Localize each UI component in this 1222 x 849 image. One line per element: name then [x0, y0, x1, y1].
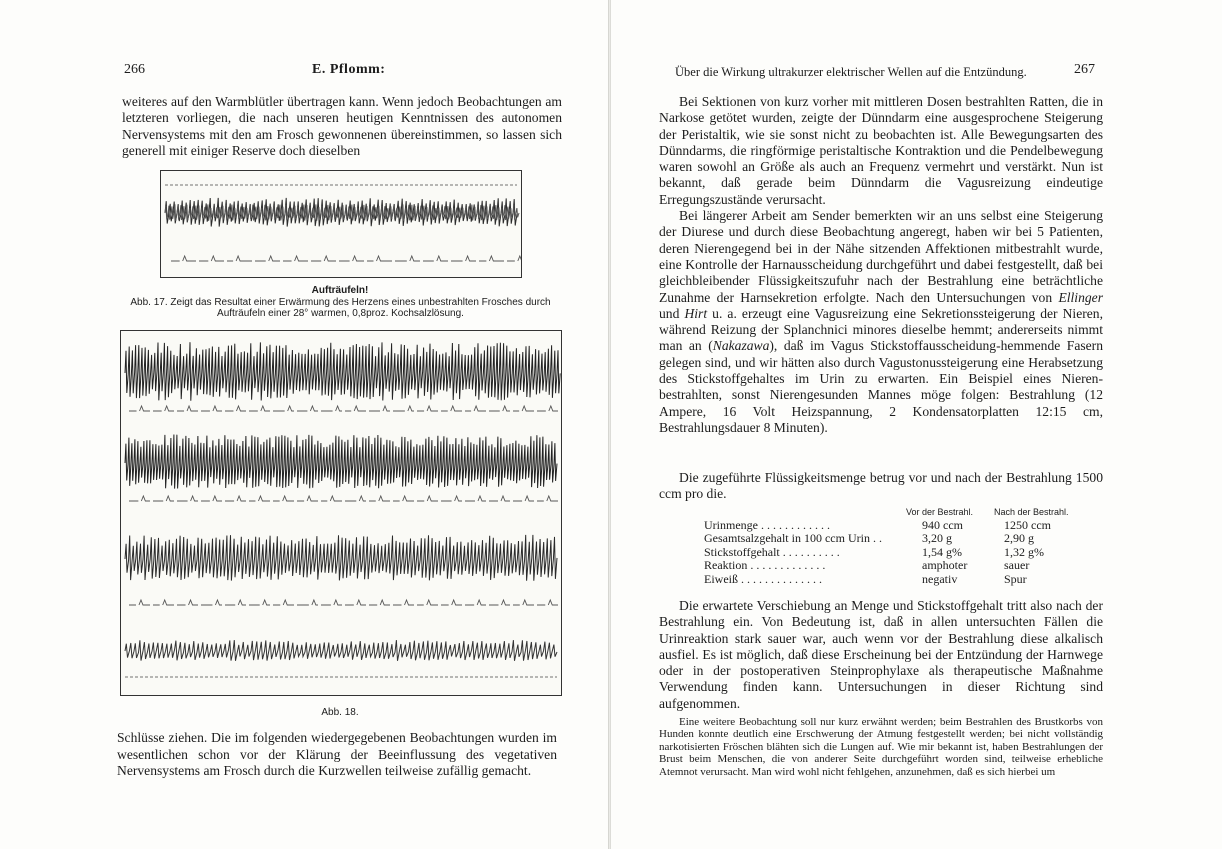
urine-analysis-table: [704, 507, 1084, 586]
author-ellinger: Ellinger: [1058, 289, 1103, 305]
row-after: Spur: [1004, 571, 1027, 586]
heartbeat-trace: [125, 640, 557, 661]
figure-18-kymograph: [120, 330, 562, 696]
row-label: Stickstoffgehalt . . . . . . . . . .: [704, 544, 840, 559]
row-label: Eiweiß . . . . . . . . . . . . . .: [704, 571, 822, 586]
author-hirt: Hirt: [684, 305, 708, 321]
table-row: [704, 559, 1084, 572]
heartbeat-trace: [125, 435, 557, 489]
table-row: [704, 546, 1084, 559]
diurese-und: und: [659, 305, 685, 321]
row-before: 940 ccm: [922, 518, 963, 532]
row-label: Gesamtsalzgehalt in 100 ccm Urin . .: [704, 531, 882, 546]
heartbeat-trace: [125, 342, 560, 401]
time-marks: [129, 600, 558, 605]
paragraph-diurese: [659, 208, 1103, 436]
row-after: 2,90 g: [1004, 531, 1034, 546]
running-title: Über die Wirkung ultrakurzer elektrischer Wellen auf die Entzündung.: [675, 65, 1027, 79]
time-marks: [129, 496, 558, 501]
diurese-text-a: Bei längerer Arbeit am Sender bemerkten wir an uns selbst eine Steigerung der Diurese und durch diese Beobachtung angeregt, haben wir bei 5 Patienten, deren Nierengegend bei in der Nähe sitzenden Affektionen mitbestrahlt wurde, eine Kontrolle der Harnausscheidung durchgeführt und dabei festgestellt, daß bei gleichbleibender Flüssigkeitszufuhr nach der Bestrahlung eine beträchtliche Zunahme der Harnsekretion erfolgte. Nach den Untersuchungen von: [659, 208, 1103, 305]
paragraph-fluessigkeit: [659, 470, 1103, 503]
heartbeat-trace: [125, 535, 557, 581]
heartbeat-trace: [165, 198, 517, 227]
left-bottom-paragraph: [117, 730, 557, 780]
left-page: [0, 0, 608, 849]
page-number-right: 267: [1074, 62, 1095, 77]
row-label: Reaktion . . . . . . . . . . . . .: [704, 558, 826, 573]
row-before: negativ: [922, 571, 958, 586]
header-before: Vor der Bestrahl.: [906, 507, 974, 517]
time-marks: [171, 256, 521, 261]
left-top-text: weiteres auf den Warmblütler übertragen kann. Wenn jedoch Beobachtungen am letzteren vorliegen, die nach unseren heutigen Kenntnissen des autonomen Nervensystems mit den am Frosch gewonnenen übereinstimmen, so lassen sich generell mit einiger Reserve doch dieselben: [122, 94, 562, 159]
author-heading: E. Pflomm:: [312, 62, 386, 77]
atmung-text: Eine weitere Beobachtung soll nur kurz erwähnt werden; beim Bestrahlen des Brustkorbs von Hunden konnte deutlich eine Erschwerung der Atmung festgestellt werden; bei nicht vollständig narkotisierten Fröschen blähten sich die Lungen auf. Wie mir bekannt ist, haben Bestrahlungen der Brust beim Menschen, die von anderer Seite durchgeführt worden sind, teilweise erhebliche Atemnot verursacht. Man wird wohl nicht fehlgehen, anzunehmen, daß es sich hierbei um: [659, 716, 1103, 778]
row-before: amphoter: [922, 558, 968, 573]
row-after: 1,32 g%: [1004, 544, 1044, 559]
diurese-text-b: u. a. erzeugt eine Vagusreizung eine Sekretionssteigerung der Nieren, während Reizung der Splanchnici minores dieselbe hemmt; andererseits nimmt man an (: [659, 305, 1103, 354]
row-label: Urinmenge . . . . . . . . . . . .: [704, 518, 830, 532]
figure-18-trace: [121, 331, 561, 695]
figure-17-kymograph: [160, 170, 522, 278]
page-number-left: 266: [124, 62, 145, 77]
left-bottom-text: Schlüsse ziehen. Die im folgenden wiedergegebenen Beobachtungen wurden im wesentlichen schon vor der Klärung der Beeinflussung des vegetativen Nervensystems am Frosch durch die Kurzwellen teilweise zufällig gemacht.: [117, 730, 557, 778]
table-row: [704, 532, 1084, 545]
figure-17-trace: [161, 171, 521, 277]
author-nakazawa: Nakazawa: [712, 338, 770, 354]
figure-18-caption: Abb. 18.: [321, 707, 359, 718]
fluessigkeit-text: Die zugeführte Flüssigkeitsmenge betrug vor und nach der Bestrahlung 1500 ccm pro die.: [659, 470, 1103, 502]
row-after: 1250 ccm: [1004, 518, 1051, 532]
diurese-text-c: ), daß im Vagus Stickstoffausscheidung-hemmende Fasern gelegen sind, und wir hätten also durch Vagustonussteigerung eine Herabsetzung des Stickstoffgehaltes im Urin zu erwarten. Ein Beispiel eines Nieren-bestrahlten, sonst Nierengesunden Mannes möge folgen: Bestrahlung (12 Ampere, 16 Volt Heizspannung, 2 Kondensatorplatten 12:15 cm, Bestrahlungsdauer 8 Minuten).: [659, 338, 1104, 435]
left-top-paragraph: [122, 94, 562, 160]
row-after: sauer: [1004, 558, 1030, 573]
paragraph-verschiebung: [659, 598, 1103, 712]
row-before: 1,54 g%: [922, 544, 962, 559]
time-marks: [129, 406, 558, 411]
table-row: [704, 573, 1084, 586]
paragraph-footnote-small: [659, 716, 1103, 778]
figure-17-caption-title: Aufträufeln!: [311, 285, 369, 296]
table-row: [704, 519, 1084, 532]
figure-17-caption: Abb. 17. Zeigt das Resultat einer Erwärmung des Herzens eines unbestrahlten Frosches durch Aufträufeln einer 28° warmen, 0,8proz. Kochsalzlösung.: [130, 297, 551, 319]
row-before: 3,20 g: [922, 531, 952, 546]
right-paragraphs-top: [659, 94, 1103, 436]
paragraph-peristaltik: Bei Sektionen von kurz vorher mit mittleren Dosen bestrahlten Ratten, die in Narkose getötet wurden, zeigte der Dünndarm eine ausgesprochene Steigerung der Peristaltik, wie sie sonst nicht zu beobachten ist. Alle Bewegungsarten des Dünndarms, die ringförmige peristaltische Kontraktion und die Pendelbewegung waren sowohl an Größe als auch an Frequenz vermehrt und verstärkt. Nun ist bekannt, daß gerade beim Dünndarm die Vagusreizung eindeutige Erregungszustände verursacht.: [659, 94, 1103, 207]
verschiebung-text: Die erwartete Verschiebung an Menge und Stickstoffgehalt tritt also nach der Bestrahlung ein. Von Bedeutung ist, daß in allen untersuchten Fällen die Urinreaktion stark sauer war, auch wenn vor der Bestrahlung diese alkalisch ausfiel. Es ist möglich, daß diese Erscheinung bei der Entzündung der Harnwege oder in der postoperativen Steinprophylaxe als therapeutische Maßnahme Verwendung finden kann. Untersuchungen in dieser Richtung sind aufgenommen.: [659, 598, 1103, 711]
header-after: Nach der Bestrahl.: [994, 507, 1069, 517]
